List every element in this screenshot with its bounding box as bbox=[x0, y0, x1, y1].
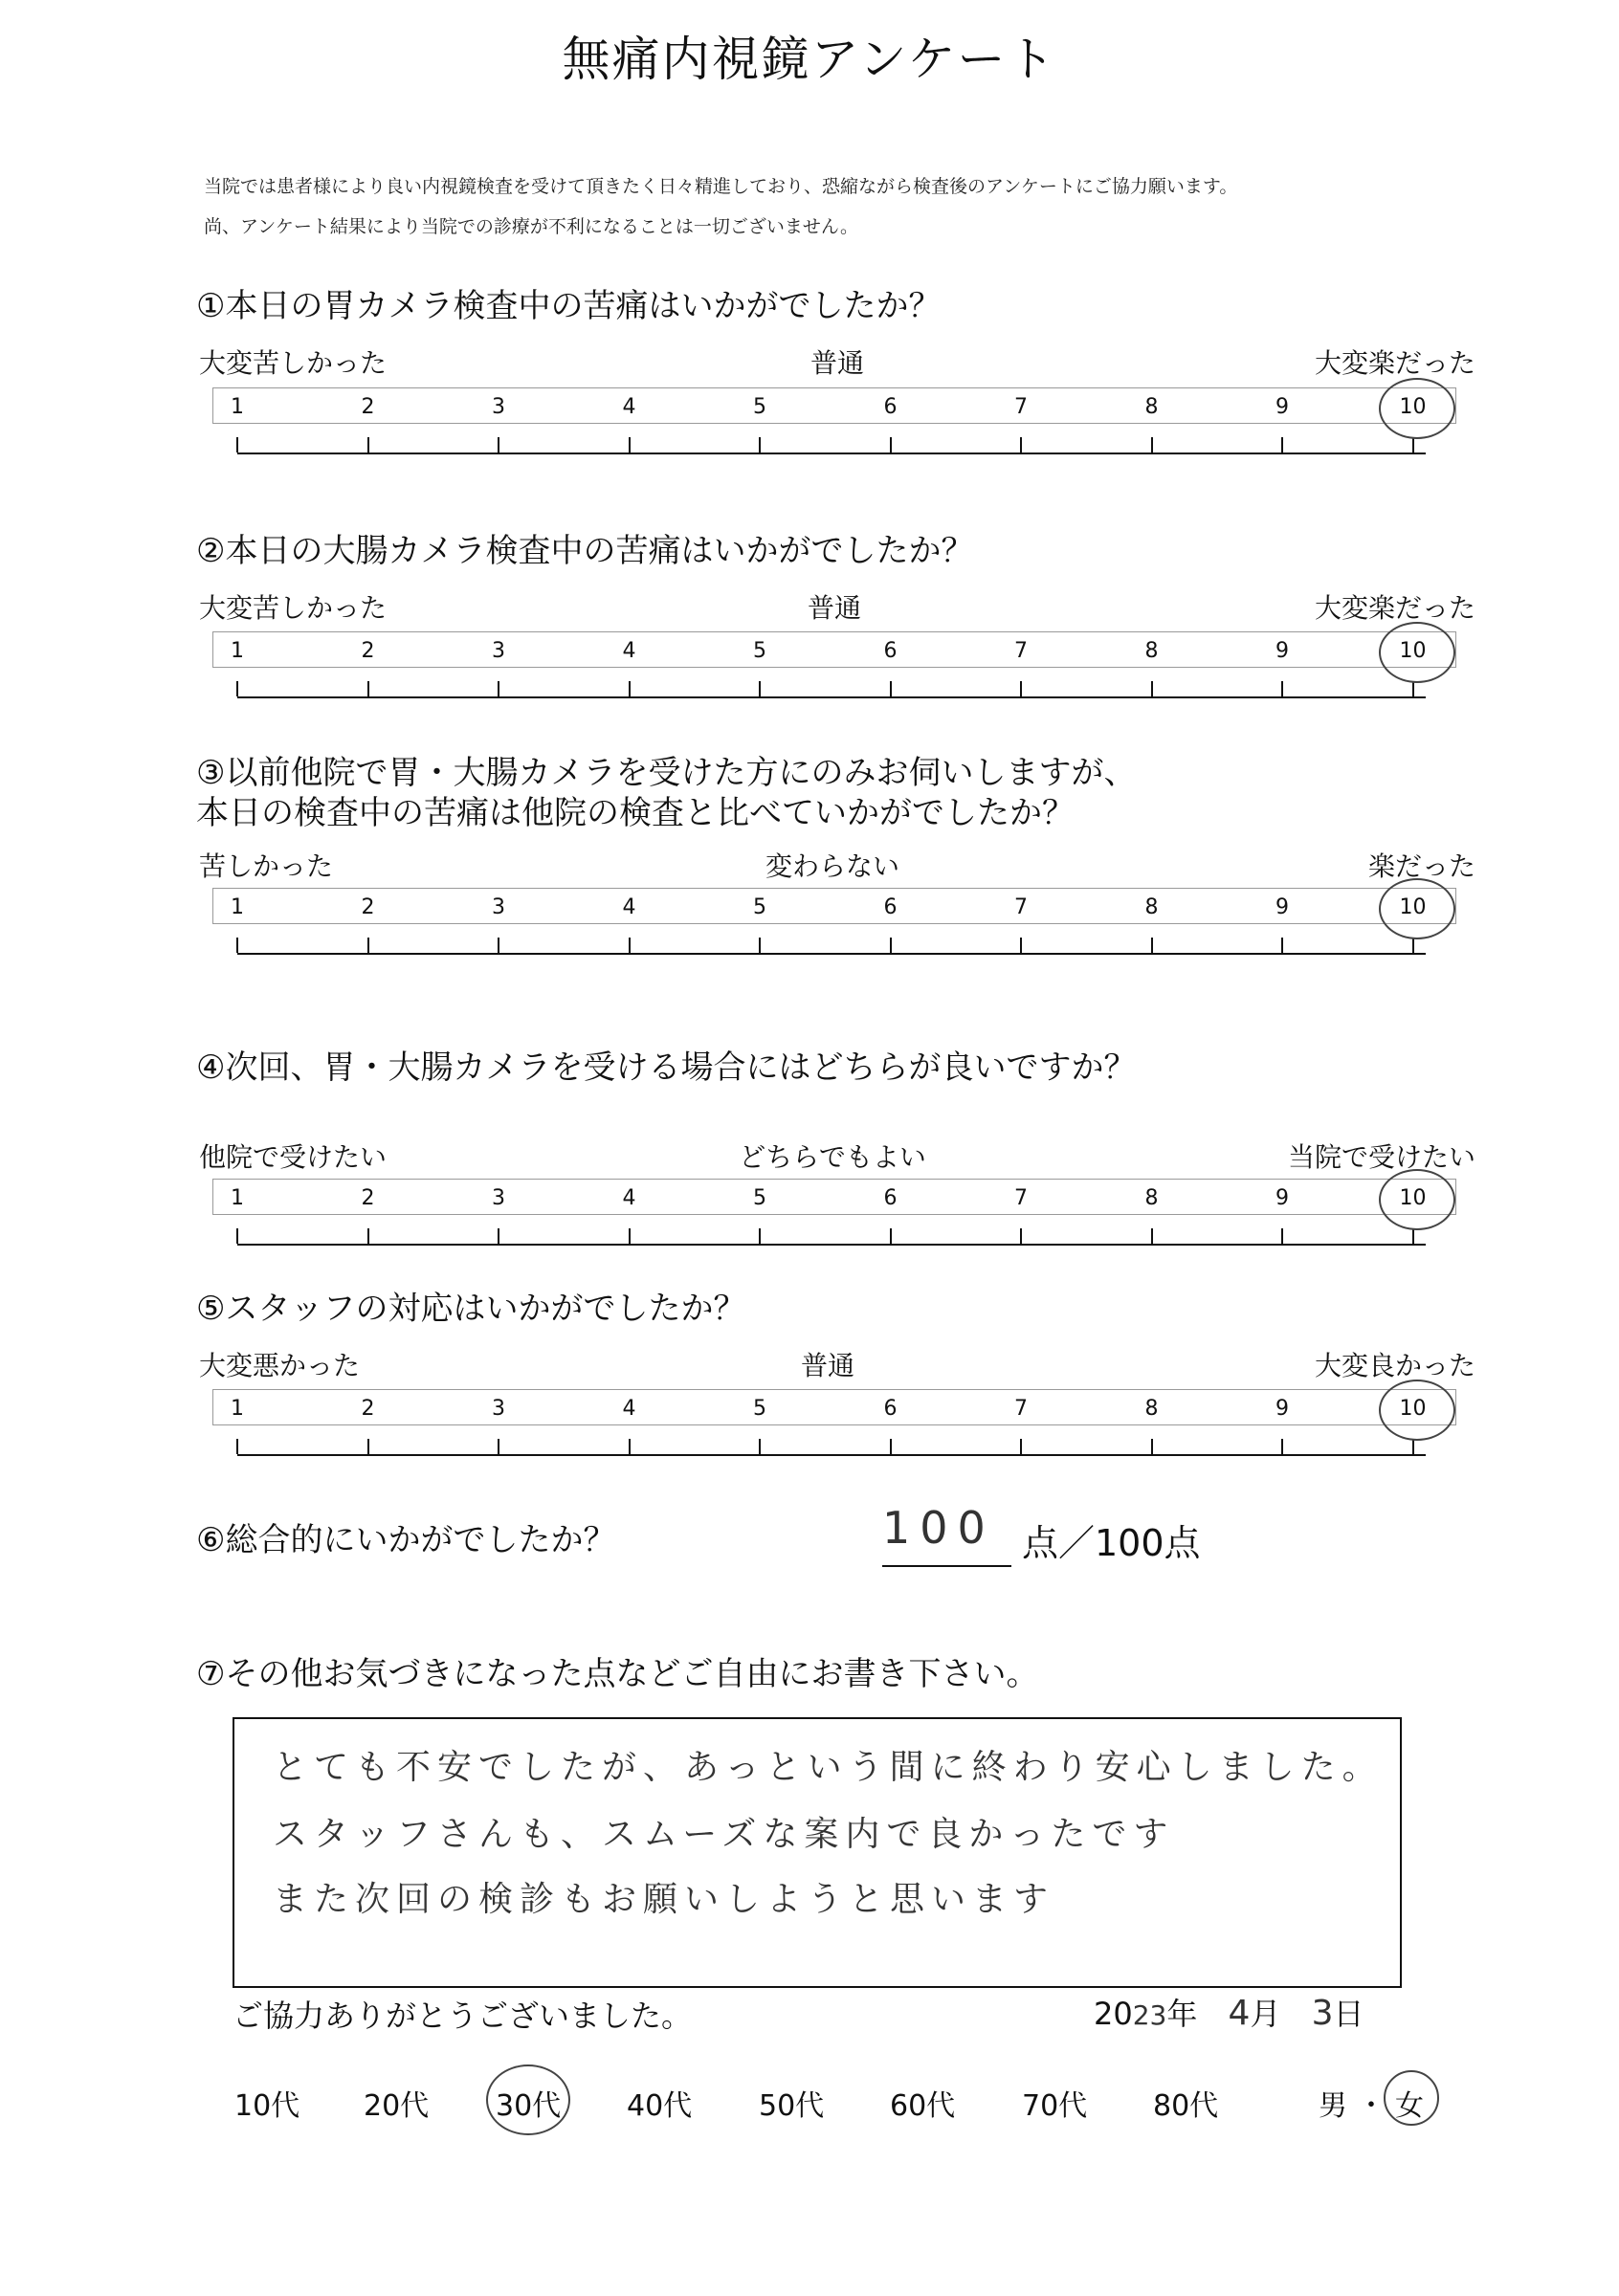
scale-number-7[interactable]: 7 bbox=[1014, 1186, 1028, 1210]
scale-number-3[interactable]: 3 bbox=[492, 1186, 505, 1210]
selected-age-circle bbox=[486, 2064, 570, 2135]
scale-number-9[interactable]: 9 bbox=[1275, 895, 1289, 919]
scale-tick bbox=[1020, 938, 1022, 953]
q1-label-right: 大変楽だった bbox=[1314, 347, 1475, 379]
scale-number-4[interactable]: 4 bbox=[622, 1397, 636, 1421]
gender-option-male[interactable]: 男 bbox=[1319, 2089, 1347, 2123]
age-option-40s[interactable]: 40代 bbox=[627, 2089, 693, 2123]
scale-number-1[interactable]: 1 bbox=[231, 395, 244, 419]
selected-gender-circle bbox=[1384, 2070, 1439, 2126]
scale-number-1[interactable]: 1 bbox=[231, 1397, 244, 1421]
scale-number-3[interactable]: 3 bbox=[492, 1397, 505, 1421]
scale-tick bbox=[498, 938, 499, 953]
scale-number-5[interactable]: 5 bbox=[753, 395, 766, 419]
scale-number-6[interactable]: 6 bbox=[883, 1397, 898, 1421]
scale-tick bbox=[759, 437, 761, 453]
scale-tick bbox=[629, 1228, 631, 1244]
scale-tick bbox=[1020, 1439, 1022, 1454]
scale-number-10[interactable]: 10 bbox=[1399, 895, 1427, 919]
scale-tick bbox=[629, 1439, 631, 1454]
selected-answer-circle bbox=[1379, 878, 1455, 939]
scale-tick bbox=[1151, 681, 1153, 696]
scale-tick bbox=[367, 1439, 369, 1454]
scale-number-7[interactable]: 7 bbox=[1014, 639, 1028, 663]
scale-number-6[interactable]: 6 bbox=[883, 895, 898, 919]
scale-number-8[interactable]: 8 bbox=[1144, 639, 1159, 663]
scale-number-6[interactable]: 6 bbox=[883, 395, 898, 419]
scale-tick bbox=[759, 681, 761, 696]
question-5: ⑤スタッフの対応はいかがでしたか？ bbox=[196, 1290, 746, 1328]
q6-score-underline bbox=[882, 1565, 1011, 1567]
scale-number-10[interactable]: 10 bbox=[1399, 1186, 1427, 1210]
question-7: ⑦その他お気づきになった点などご自由にお書き下さい。 bbox=[196, 1655, 1039, 1693]
q5-label-left: 大変悪かった bbox=[199, 1350, 361, 1381]
selected-answer-circle bbox=[1379, 622, 1455, 683]
date-month-handwritten: 4 bbox=[1228, 1994, 1251, 2033]
comment-line-2: スタッフさんも、スムーズな案内で良かったです bbox=[273, 1815, 1175, 1854]
q1-rating-scale[interactable] bbox=[212, 387, 1456, 483]
scale-tick bbox=[890, 938, 892, 953]
question-6: ⑥総合的にいかがでしたか？ bbox=[196, 1521, 616, 1559]
scale-tick bbox=[1281, 938, 1283, 953]
scale-tick bbox=[759, 1228, 761, 1244]
scale-tick bbox=[759, 1439, 761, 1454]
scale-number-8[interactable]: 8 bbox=[1144, 895, 1159, 919]
date-year-prefix: 20 bbox=[1094, 1996, 1133, 2032]
page-title: 無痛内視鏡アンケート bbox=[562, 32, 1057, 87]
comment-box[interactable] bbox=[233, 1717, 1402, 1988]
scale-number-2[interactable]: 2 bbox=[361, 639, 375, 663]
scale-line bbox=[237, 1244, 1426, 1246]
q1-label-left: 大変苦しかった bbox=[199, 347, 388, 379]
scale-number-9[interactable]: 9 bbox=[1275, 639, 1289, 663]
scale-number-2[interactable]: 2 bbox=[361, 1186, 375, 1210]
scale-number-1[interactable]: 1 bbox=[231, 1186, 244, 1210]
scale-box bbox=[212, 888, 1456, 924]
scale-tick bbox=[629, 681, 631, 696]
scale-tick bbox=[1020, 437, 1022, 453]
scale-tick bbox=[1281, 1439, 1283, 1454]
scale-tick bbox=[498, 1228, 499, 1244]
scale-tick bbox=[1151, 938, 1153, 953]
q3-label-mid: 変わらない bbox=[765, 850, 900, 882]
intro-line-1: 当院では患者様により良い内視鏡検査を受けて頂きたく日々精進しており、恐縮ながら検査後のアンケートにご協力願います。 bbox=[204, 176, 1238, 197]
scale-number-8[interactable]: 8 bbox=[1144, 395, 1159, 419]
scale-tick bbox=[236, 1228, 238, 1244]
scale-number-4[interactable]: 4 bbox=[622, 639, 636, 663]
q5-rating-scale[interactable] bbox=[212, 1389, 1456, 1485]
scale-tick bbox=[1412, 1439, 1414, 1454]
question-3-line-2: 本日の検査中の苦痛は他院の検査と比べていかがでしたか？ bbox=[196, 794, 1075, 832]
q6-score-unit: 点／100点 bbox=[1022, 1522, 1201, 1564]
q6-score-handwritten[interactable]: 100 bbox=[882, 1502, 995, 1554]
q2-label-mid: 普通 bbox=[807, 592, 862, 624]
comment-line-3: また次回の検診もお願いしようと思います bbox=[273, 1880, 1055, 1919]
scale-tick bbox=[1412, 1228, 1414, 1244]
scale-number-10[interactable]: 10 bbox=[1399, 639, 1427, 663]
scale-tick bbox=[1412, 437, 1414, 453]
scale-tick bbox=[367, 938, 369, 953]
scale-number-2[interactable]: 2 bbox=[361, 395, 375, 419]
q4-label-left: 他院で受けたい bbox=[199, 1141, 388, 1173]
scale-tick bbox=[890, 1439, 892, 1454]
scale-tick bbox=[890, 1228, 892, 1244]
age-option-70s[interactable]: 70代 bbox=[1022, 2089, 1088, 2123]
scale-number-10[interactable]: 10 bbox=[1399, 395, 1427, 419]
question-2: ②本日の大腸カメラ検査中の苦痛はいかがでしたか？ bbox=[196, 532, 974, 570]
scale-number-9[interactable]: 9 bbox=[1275, 395, 1289, 419]
scale-tick bbox=[236, 938, 238, 953]
scale-tick bbox=[629, 938, 631, 953]
scale-number-3[interactable]: 3 bbox=[492, 895, 505, 919]
q3-label-left: 苦しかった bbox=[199, 850, 334, 882]
scale-number-5[interactable]: 5 bbox=[753, 1397, 766, 1421]
scale-tick bbox=[367, 1228, 369, 1244]
scale-number-7[interactable]: 7 bbox=[1014, 1397, 1028, 1421]
q3-label-right: 楽だった bbox=[1367, 850, 1475, 882]
scale-tick bbox=[890, 681, 892, 696]
scale-tick bbox=[1281, 681, 1283, 696]
q3-rating-scale[interactable] bbox=[212, 888, 1456, 983]
q1-label-mid: 普通 bbox=[810, 347, 865, 379]
scale-tick bbox=[1281, 1228, 1283, 1244]
comment-line-1: とても不安でしたが、あっという間に終わり安心しました。 bbox=[273, 1748, 1384, 1787]
selected-answer-circle bbox=[1379, 1169, 1455, 1230]
thanks-text: ご協力ありがとうございました。 bbox=[233, 1998, 693, 2034]
gender-separator: ・ bbox=[1357, 2089, 1386, 2123]
scale-tick bbox=[367, 437, 369, 453]
q4-label-right: 当院で受けたい bbox=[1287, 1141, 1475, 1173]
scale-number-5[interactable]: 5 bbox=[753, 639, 766, 663]
question-3: ③以前他院で胃・大腸カメラを受けた方にのみお伺いしますが、 bbox=[196, 754, 1137, 792]
age-option-80s[interactable]: 80代 bbox=[1153, 2089, 1219, 2123]
age-option-20s[interactable]: 20代 bbox=[364, 2089, 430, 2123]
scale-tick bbox=[236, 681, 238, 696]
date-day-handwritten: 3 bbox=[1311, 1994, 1334, 2033]
scale-number-7[interactable]: 7 bbox=[1014, 395, 1028, 419]
scale-line bbox=[237, 953, 1426, 955]
q4-rating-scale[interactable] bbox=[212, 1179, 1456, 1274]
scale-tick bbox=[629, 437, 631, 453]
scale-number-10[interactable]: 10 bbox=[1399, 1397, 1427, 1421]
scale-box bbox=[212, 631, 1456, 668]
scale-number-4[interactable]: 4 bbox=[622, 1186, 636, 1210]
scale-number-3[interactable]: 3 bbox=[492, 639, 505, 663]
scale-line bbox=[237, 1454, 1426, 1456]
q5-label-mid: 普通 bbox=[800, 1350, 855, 1381]
scale-box bbox=[212, 1389, 1456, 1425]
q2-label-right: 大変楽だった bbox=[1314, 592, 1475, 624]
scale-number-1[interactable]: 1 bbox=[231, 895, 244, 919]
gender-option-female[interactable]: 女 bbox=[1395, 2089, 1424, 2123]
scale-box bbox=[212, 387, 1456, 424]
scale-tick bbox=[498, 1439, 499, 1454]
age-option-10s[interactable]: 10代 bbox=[234, 2089, 300, 2123]
q4-label-mid: どちらでもよい bbox=[739, 1141, 926, 1173]
scale-tick bbox=[1281, 437, 1283, 453]
scale-number-7[interactable]: 7 bbox=[1014, 895, 1028, 919]
scale-box bbox=[212, 1179, 1456, 1215]
age-option-60s[interactable]: 60代 bbox=[890, 2089, 956, 2123]
date-year-handwritten: 23 bbox=[1132, 1999, 1167, 2031]
q5-label-right: 大変良かった bbox=[1314, 1350, 1475, 1381]
scale-tick bbox=[367, 681, 369, 696]
age-option-50s[interactable]: 50代 bbox=[759, 2089, 825, 2123]
q2-label-left: 大変苦しかった bbox=[199, 592, 388, 624]
date-field[interactable] bbox=[1094, 1990, 1364, 2034]
scale-number-2[interactable]: 2 bbox=[361, 1397, 375, 1421]
scale-tick bbox=[1151, 1228, 1153, 1244]
scale-number-1[interactable]: 1 bbox=[231, 639, 244, 663]
scale-number-3[interactable]: 3 bbox=[492, 395, 505, 419]
scale-tick bbox=[759, 938, 761, 953]
scale-tick bbox=[236, 1439, 238, 1454]
scale-tick bbox=[236, 437, 238, 453]
scale-number-9[interactable]: 9 bbox=[1275, 1397, 1289, 1421]
scale-number-9[interactable]: 9 bbox=[1275, 1186, 1289, 1210]
q2-rating-scale[interactable] bbox=[212, 631, 1456, 727]
intro-line-2: 尚、アンケート結果により当院での診療が不利になることは一切ございません。 bbox=[204, 216, 859, 237]
question-4: ④次回、胃・大腸カメラを受ける場合にはどちらが良いですか？ bbox=[196, 1049, 1137, 1087]
date-month-label: 月 bbox=[1250, 1996, 1281, 2032]
scale-number-6[interactable]: 6 bbox=[883, 639, 898, 663]
scale-number-6[interactable]: 6 bbox=[883, 1186, 898, 1210]
scale-number-4[interactable]: 4 bbox=[622, 895, 636, 919]
scale-tick bbox=[1412, 938, 1414, 953]
scale-number-5[interactable]: 5 bbox=[753, 895, 766, 919]
question-1: ①本日の胃カメラ検査中の苦痛はいかがでしたか？ bbox=[196, 287, 942, 325]
scale-number-8[interactable]: 8 bbox=[1144, 1186, 1159, 1210]
scale-tick bbox=[1020, 681, 1022, 696]
scale-line bbox=[237, 696, 1426, 698]
scale-tick bbox=[1412, 681, 1414, 696]
scale-line bbox=[237, 453, 1426, 454]
scale-tick bbox=[498, 437, 499, 453]
scale-tick bbox=[498, 681, 499, 696]
scale-number-4[interactable]: 4 bbox=[622, 395, 636, 419]
scale-tick bbox=[1151, 437, 1153, 453]
date-day-label: 日 bbox=[1333, 1996, 1364, 2032]
scale-tick bbox=[1020, 1228, 1022, 1244]
scale-tick bbox=[1151, 1439, 1153, 1454]
age-option-30s[interactable]: 30代 bbox=[496, 2089, 562, 2123]
date-year-label: 年 bbox=[1166, 1996, 1198, 2032]
scale-number-2[interactable]: 2 bbox=[361, 895, 375, 919]
scale-number-5[interactable]: 5 bbox=[753, 1186, 766, 1210]
scale-tick bbox=[890, 437, 892, 453]
selected-answer-circle bbox=[1379, 378, 1455, 439]
selected-answer-circle bbox=[1379, 1380, 1455, 1441]
scale-number-8[interactable]: 8 bbox=[1144, 1397, 1159, 1421]
